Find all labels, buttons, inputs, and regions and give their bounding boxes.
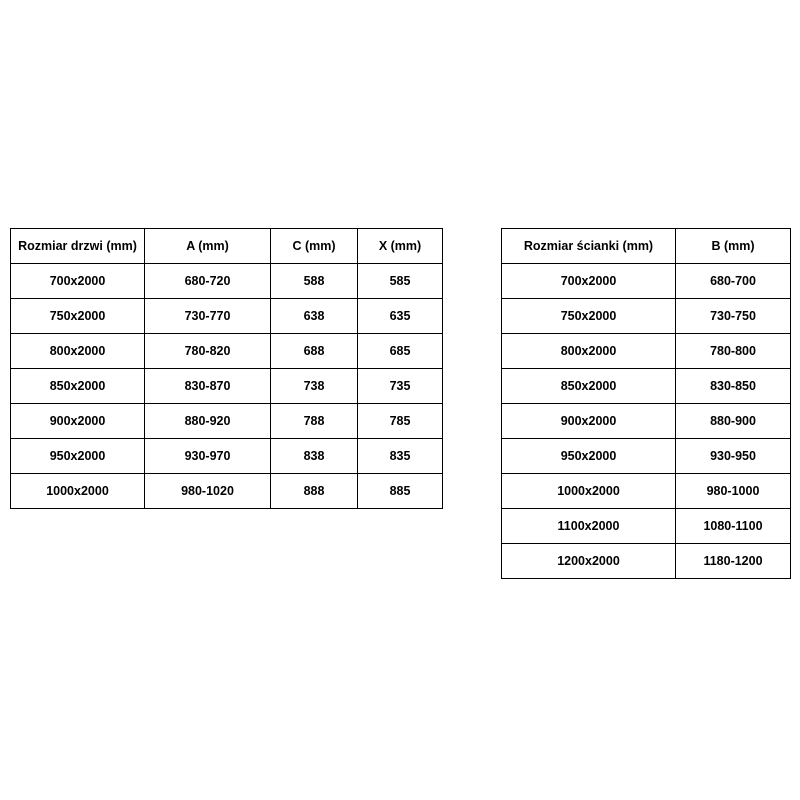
table-header-row (11, 229, 443, 264)
cell-x: 785 (358, 404, 443, 439)
cell-c: 738 (271, 369, 358, 404)
table-row (502, 264, 791, 299)
cell-b: 780-800 (676, 334, 791, 369)
column-header-door-size: Rozmiar drzwi (mm) (11, 229, 145, 264)
cell-wall-size: 700x2000 (502, 264, 676, 299)
table-row (502, 509, 791, 544)
cell-wall-size: 850x2000 (502, 369, 676, 404)
cell-wall-size: 950x2000 (502, 439, 676, 474)
table-row (11, 299, 443, 334)
cell-wall-size: 1000x2000 (502, 474, 676, 509)
cell-x: 835 (358, 439, 443, 474)
cell-x: 885 (358, 474, 443, 509)
cell-c: 688 (271, 334, 358, 369)
cell-b: 730-750 (676, 299, 791, 334)
cell-x: 735 (358, 369, 443, 404)
column-header-b: B (mm) (676, 229, 791, 264)
table-row (502, 299, 791, 334)
cell-wall-size: 1200x2000 (502, 544, 676, 579)
table-row (11, 264, 443, 299)
cell-wall-size: 750x2000 (502, 299, 676, 334)
cell-b: 1180-1200 (676, 544, 791, 579)
cell-a: 680-720 (145, 264, 271, 299)
doors-dimensions-table (10, 228, 443, 509)
column-header-c: C (mm) (271, 229, 358, 264)
cell-wall-size: 800x2000 (502, 334, 676, 369)
cell-x: 685 (358, 334, 443, 369)
table-row (502, 474, 791, 509)
cell-wall-size: 1100x2000 (502, 509, 676, 544)
cell-door-size: 950x2000 (11, 439, 145, 474)
cell-door-size: 900x2000 (11, 404, 145, 439)
cell-wall-size: 900x2000 (502, 404, 676, 439)
table-row (11, 334, 443, 369)
cell-x: 635 (358, 299, 443, 334)
table-row (11, 474, 443, 509)
cell-door-size: 750x2000 (11, 299, 145, 334)
table-row (502, 439, 791, 474)
table-row (502, 544, 791, 579)
cell-c: 838 (271, 439, 358, 474)
cell-c: 588 (271, 264, 358, 299)
cell-b: 680-700 (676, 264, 791, 299)
cell-b: 930-950 (676, 439, 791, 474)
cell-a: 930-970 (145, 439, 271, 474)
cell-a: 980-1020 (145, 474, 271, 509)
wall-panel-dimensions-table (501, 228, 791, 579)
cell-c: 788 (271, 404, 358, 439)
cell-b: 880-900 (676, 404, 791, 439)
column-header-x: X (mm) (358, 229, 443, 264)
cell-c: 638 (271, 299, 358, 334)
cell-a: 780-820 (145, 334, 271, 369)
cell-a: 880-920 (145, 404, 271, 439)
cell-door-size: 850x2000 (11, 369, 145, 404)
cell-b: 1080-1100 (676, 509, 791, 544)
cell-door-size: 800x2000 (11, 334, 145, 369)
table-row (502, 404, 791, 439)
cell-x: 585 (358, 264, 443, 299)
table-row (11, 369, 443, 404)
cell-a: 730-770 (145, 299, 271, 334)
cell-a: 830-870 (145, 369, 271, 404)
cell-door-size: 700x2000 (11, 264, 145, 299)
cell-b: 980-1000 (676, 474, 791, 509)
table-row (11, 439, 443, 474)
cell-c: 888 (271, 474, 358, 509)
cell-b: 830-850 (676, 369, 791, 404)
table-row (502, 334, 791, 369)
table-row (502, 369, 791, 404)
table-header-row (502, 229, 791, 264)
table-row (11, 404, 443, 439)
column-header-wall-size: Rozmiar ścianki (mm) (502, 229, 676, 264)
cell-door-size: 1000x2000 (11, 474, 145, 509)
column-header-a: A (mm) (145, 229, 271, 264)
